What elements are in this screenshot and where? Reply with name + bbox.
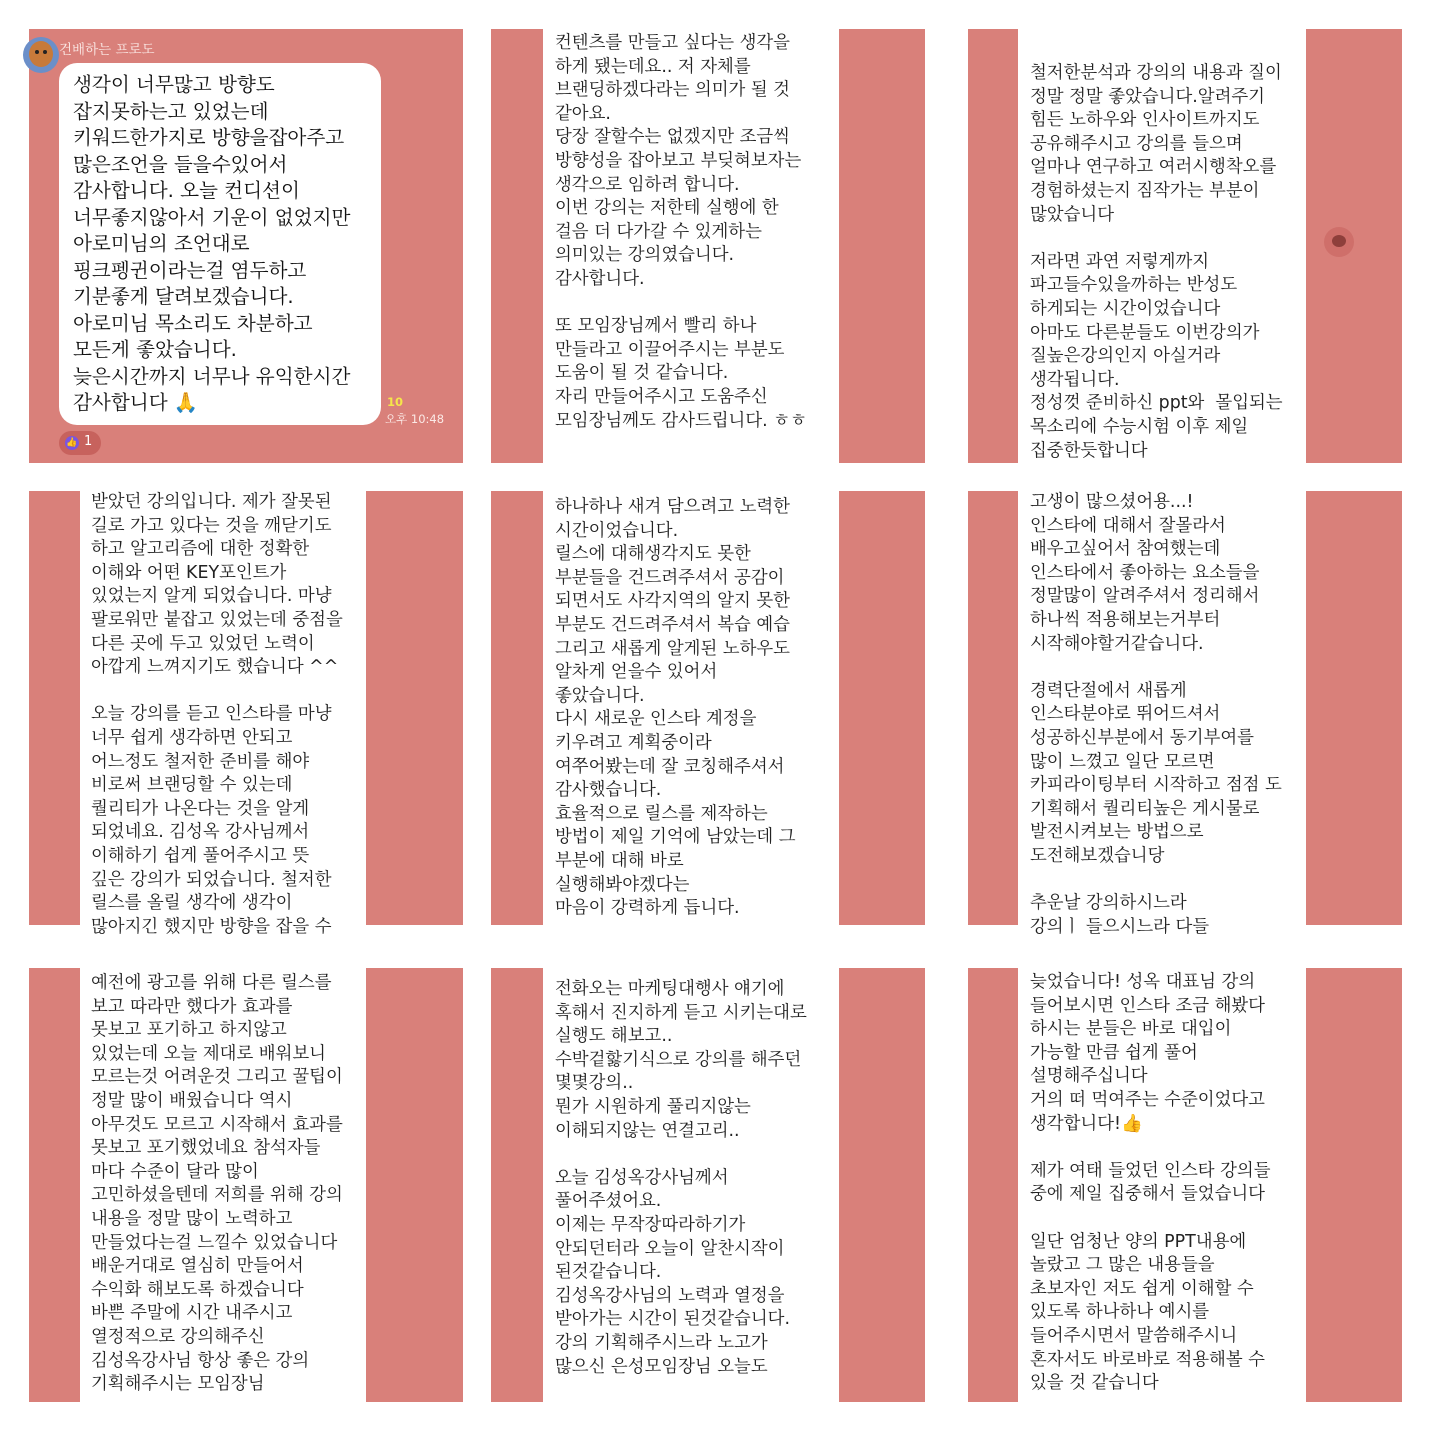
thumbs-up-icon: 👍 (66, 438, 78, 448)
review-card (1018, 968, 1306, 1402)
unread-count: 10 (387, 395, 404, 409)
message-text: 생각이 너무많고 방향도 잡지못하는고 있었는데 키워드한가지로 방향을잡아주고 많은조언을 들을수있어서 감사합니다. 오늘 컨디션이 너무좋지않아서 기운이 없었지만 아로미님의 조언대로 핑크펭귄이라는걸 염두하고 기분좋게 달려보겠습니다. 아로미님 목소리도 차분하고 모든게 좋았습니다. 늦은시간까지 너무나 유익한시간 감사합니다 🙏 (73, 73, 351, 414)
review-card (1018, 29, 1306, 463)
review-tile-7 (29, 968, 463, 1402)
sender-avatar[interactable] (23, 37, 59, 73)
review-card (80, 491, 366, 937)
review-text: 늦었습니다! 성옥 대표님 강의 들어보시면 인스타 조금 해봤다 하시는 분들은 바로 대입이 가능할 만큼 쉽게 풀어 설명해주십니다 거의 떠 먹여주는 수준이었다고 생각합니다!👍 제가 여태 들었던 인스타 강의들 중에 제일 집중해서 들었습니다 일단 엄청난 양의 PPT내용에 놀랐고 그 많은 내용들을 초보자인 저도 쉽게 이해할 수 있도록 하나하나 예시를 들어주시면서 말씀해주시니 혼자서도 바로바로 적용해볼 수 있을 것 같습니다 (1030, 972, 1271, 1394)
review-tile-3 (968, 29, 1402, 463)
review-text: 고생이 많으셨어용...! 인스타에 대해서 잘몰라서 배우고싶어서 참여했는데 인스타에서 좋아하는 요소들을 정말많이 알려주셔서 정리해서 하나씩 적용해보는거부터 시작해야할거같습니다. 경력단절에서 새롭게 인스타분야로 뛰어드셔서 성공하신부분에서 동기부여를 많이 느꼈고 일단 모르면 카피라이팅부터 시작하고 점점 도 기획해서 퀄리티높은 게시물로 발전시켜보는 방법으로 도전해보겠습니당 추운날 강의하시느라 강의ㅣ 들으시느라 다들 (1030, 492, 1282, 937)
review-card (543, 29, 839, 463)
review-tile-9 (968, 968, 1402, 1402)
reaction-count: 1 (84, 434, 93, 449)
comment-button[interactable] (1324, 227, 1354, 257)
review-text: 철저한분석과 강의의 내용과 질이 정말 정말 좋았습니다.알려주기 힘든 노하우와 인사이트까지도 공유해주시고 강의를 들으며 얼마나 연구하고 여러시행착오를 경험하셨는지 짐작가는 부분이 많았습니다 저라면 과연 저렇게까지 파고들수있을까하는 반성도 하게되는 시간이었습니다 아마도 다른분들도 이번강의가 질높은강의인지 아실거라 생각됩니다. 정성껏 준비하신 ppt와 몰입되는 목소리에 수능시험 이후 제일 집중한듯합니다 (1030, 63, 1283, 461)
message-time: 오후 10:48 (385, 412, 445, 426)
review-text: 전화오는 마케팅대행사 얘기에 혹해서 진지하게 듣고 시키는대로 실행도 해보고.. 수박겉핧기식으로 강의를 해주던 몇몇강의.. 뭔가 시원하게 풀리지않는 이해되지않는 연결고리.. 오늘 김성옥강사님께서 풀어주셨어요. 이제는 무작장따라하기가 안되던터라 오늘이 알찬시작이 된것같습니다. 김성옥강사님의 노력과 열정을 받아가는 시간이 된것같습니다. 강의 기획해주시느라 노고가 많으신 은성모임장님 오늘도 (555, 979, 807, 1377)
avatar-eye (43, 50, 47, 54)
review-text: 하나하나 새겨 담으려고 노력한 시간이었습니다. 릴스에 대해생각지도 못한 부분들을 건드려주셔서 공감이 되면서도 사각지역의 알지 못한 부분도 건드려주셔서 복습 예습 그리고 새롭게 알게된 노하우도 알차게 얻을수 있어서 좋았습니다. 다시 새로운 인스타 계정을 키우려고 계획중이라 여쭈어봤는데 잘 코칭해주셔서 감사했습니다. 효율적으로 릴스를 제작하는 방법이 제일 기억에 남았는데 그 부분에 대해 바로 실행해봐야겠다는 마음이 강력하게 듭니다. (555, 497, 796, 919)
review-tile-1 (29, 29, 463, 463)
sender-name: 건배하는 프로도 (59, 42, 155, 58)
like-reaction-button[interactable] (59, 431, 101, 455)
review-card (543, 968, 839, 1402)
review-text: 예전에 광고를 위해 다른 릴스를 보고 따라만 했다가 효과를 못보고 포기하고 하지않고 있었는데 오늘 제대로 배워보니 모르는것 어려운것 그리고 꿀팁이 정말 많이 배웠습니다 역시 아무것도 모르고 시작해서 효과를 못보고 포기했었네요 참석자들 마다 수준이 달라 많이 고민하셨을텐데 저희를 위해 강의 내용을 정말 많이 노력하고 만들었다는걸 느낄수 있었습니다 배운거대로 열심히 만들어서 수익화 해보도록 하겠습니다 바쁜 주말에 시간 내주시고 열정적으로 강의해주신 김성옥강사님 항상 좋은 강의 기획해주시는 모임장님 (91, 973, 343, 1395)
review-card (543, 491, 839, 925)
review-tile-5 (491, 491, 925, 925)
review-card (80, 968, 366, 1402)
review-text: 컨텐츠를 만들고 싶다는 생각을 하게 됐는데요.. 저 자체를 브랜딩하겠다라는 의미가 될 것 같아요. 당장 잘할수는 없겠지만 조금씩 방향성을 잡아보고 부딪혀보자는 생각으로 임하려 합니다. 이번 강의는 저한테 실행에 한 걸음 더 다가갈 수 있게하는 의미있는 강의였습니다. 감사합니다. 또 모임장님께서 빨리 하나 만들라고 이끌어주시는 부분도 도움이 될 것 같습니다. 자리 만들어주시고 도움주신 모임장님께도 감사드립니다. ㅎㅎ (555, 33, 807, 431)
avatar-eye (35, 50, 39, 54)
comment-icon (1332, 235, 1346, 247)
review-card (1018, 491, 1306, 937)
review-tile-2 (491, 29, 925, 463)
review-text: 받았던 강의입니다. 제가 잘못된 길로 가고 있다는 것을 깨닫기도 하고 알고리즘에 대한 정확한 이해와 어떤 KEY포인트가 있었는지 알게 되었습니다. 마냥 팔로워만 붙잡고 있었는데 중점을 다른 곳에 두고 있었던 노력이 아깝게 느껴지기도 했습니다 ^^ 오늘 강의를 듣고 인스타를 마냥 너무 쉽게 생각하면 안되고 어느정도 철저한 준비를 해야 비로써 브랜딩할 수 있는데 퀄리티가 나온다는 것을 알게 되었네요. 김성옥 강사님께서 이해하기 쉽게 풀어주시고 뜻 깊은 강의가 되었습니다. 철저한 릴스를 올릴 생각에 생각이 많아지긴 했지만 방향을 잡을 수 (91, 492, 343, 937)
message-bubble[interactable] (59, 63, 381, 425)
review-tile-6 (968, 491, 1402, 937)
review-tile-8 (491, 968, 925, 1402)
avatar-face (29, 41, 53, 67)
review-tile-4 (29, 491, 463, 937)
